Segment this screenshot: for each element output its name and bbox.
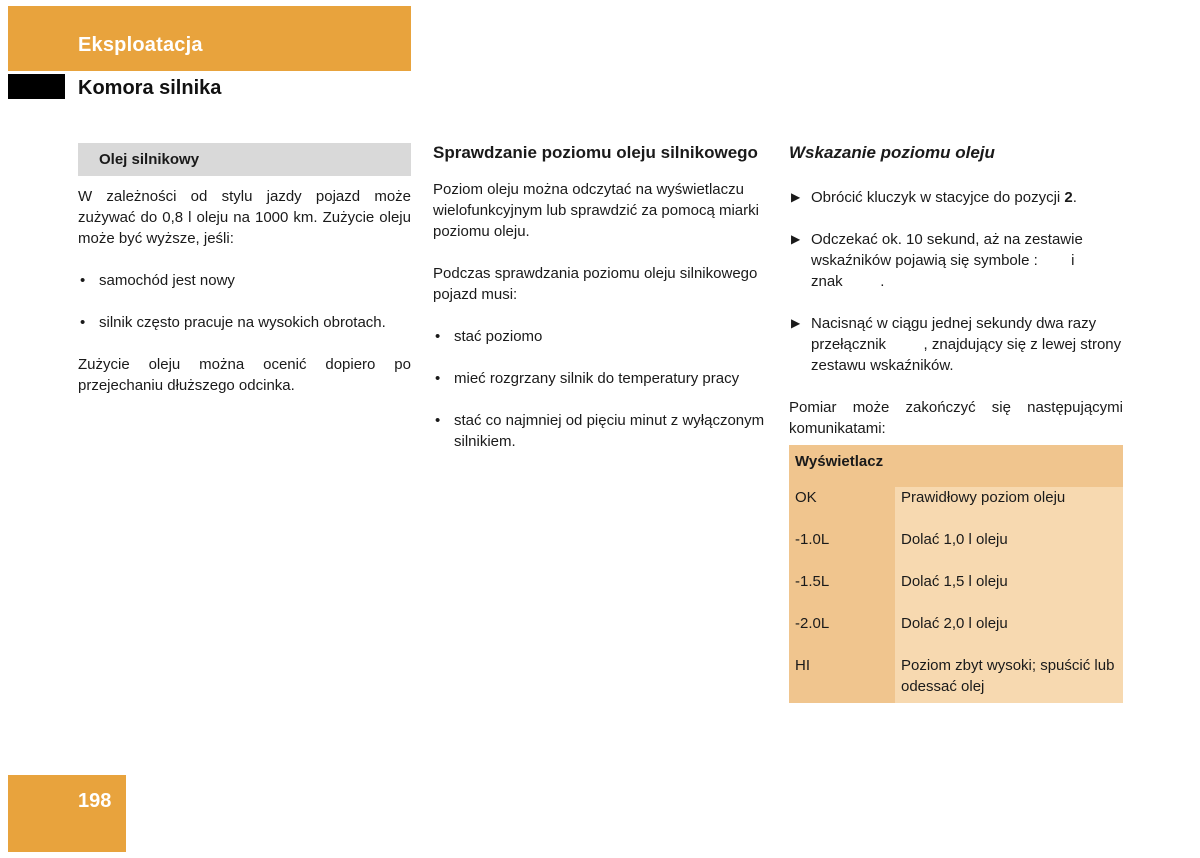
bullet-icon: •	[435, 412, 441, 429]
bullet-icon: •	[435, 370, 441, 387]
table-row: HI Poziom zbyt wysoki; spuścić lub odessać olej	[789, 655, 1123, 703]
table-header-cell: Wyświetlacz	[789, 445, 1123, 487]
paragraph: Poziom oleju można odczytać na wyświetlaczu wielofunkcyjnym lub sprawdzić za pomocą miarki poziomu oleju.	[433, 181, 759, 240]
paragraph: Podczas sprawdzania poziomu oleju silnikowego pojazd musi:	[433, 265, 758, 303]
paragraph: W zależności od stylu jazdy pojazd może zużywać do 0,8 l oleju na 1000 km. Zużycie oleju może być wyższe, jeśli:	[78, 188, 411, 247]
paragraph: Pomiar może zakończyć się następującymi komunikatami:	[789, 399, 1123, 437]
section-heading: Wskazanie poziomu oleju	[789, 143, 995, 162]
arrow-right-icon: ▶	[791, 232, 801, 246]
step-item: ▶ Nacisnąć w ciągu jednej sekundy dwa razy przełącznik , znajdujący się z lewej strony zestawu wskaźników.	[791, 315, 1122, 374]
section-heading: Sprawdzanie poziomu oleju silnikowego	[433, 143, 758, 162]
arrow-right-icon: ▶	[791, 190, 801, 204]
bullet-icon: •	[80, 314, 86, 331]
box-heading: Olej silnikowy	[78, 143, 411, 176]
page-number: 198	[78, 790, 112, 812]
list-item: • silnik często pracuje na wysokich obrotach.	[80, 314, 386, 331]
page-number-tab	[8, 775, 126, 852]
bullet-icon: •	[80, 272, 86, 289]
list-item: • stać poziomo	[435, 328, 543, 345]
column-1	[78, 143, 411, 396]
bullet-icon: •	[435, 328, 441, 345]
column-2	[433, 141, 767, 452]
page-title: Komora silnika	[78, 77, 222, 99]
table-row: OK Prawidłowy poziom oleju	[789, 487, 1123, 529]
paragraph: Zużycie oleju można ocenić dopiero po przejechaniu dłuższego odcinka.	[78, 356, 411, 394]
section-marker	[8, 74, 65, 99]
column-3	[789, 141, 1123, 703]
list-item: • mieć rozgrzany silnik do temperatury pracy	[435, 370, 740, 387]
section-header-bar	[8, 6, 411, 71]
list-item: • samochód jest nowy	[80, 272, 235, 289]
table-row: -2.0L Dolać 2,0 l oleju	[789, 613, 1123, 655]
arrow-right-icon: ▶	[791, 316, 801, 330]
table-row: -1.0L Dolać 1,0 l oleju	[789, 529, 1123, 571]
bullet-list	[433, 326, 767, 452]
table-header-row	[789, 445, 1123, 487]
step-item: ▶ Obrócić kluczyk w stacyjce do pozycji 2.	[791, 189, 1077, 206]
step-list	[789, 187, 1123, 376]
section-title: Eksploatacja	[78, 34, 203, 56]
table-row: -1.5L Dolać 1,5 l oleju	[789, 571, 1123, 613]
bullet-list	[78, 270, 411, 333]
list-item: • stać co najmniej od pięciu minut z wyłączonym silnikiem.	[435, 412, 765, 450]
step-item: ▶ Odczekać ok. 10 sekund, aż na zestawie wskaźników pojawią się symbole : i znak .	[791, 231, 1083, 290]
display-messages-table	[789, 445, 1123, 703]
